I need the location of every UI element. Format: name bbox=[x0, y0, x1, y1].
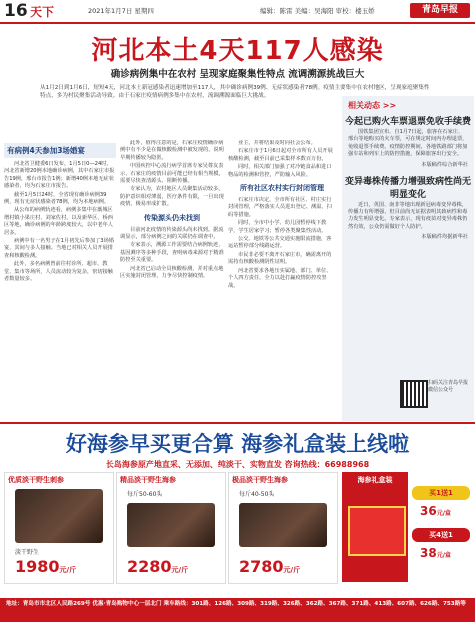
ad-footer-address: 地址：青岛市市北区人民路269号 优惠·青岛购物中心一层北门 乘车路线：301路、126路、309路、319路、326路、362路、367路、371路、413路、607路、626路、753路等 bbox=[0, 598, 475, 622]
offer-price-1 bbox=[420, 504, 451, 518]
lead-paragraph: 从1月2日到1月6日，短短4天，河北本土新冠感染者迅速增加至117人，其中确诊病例39例、无症状感染者78例。疫情主要集中在农村地区，呈现家庭聚集性特点，多为村民聚集活动导致。由于石家庄疫情病例多集中在农村，流调溯源面临巨大挑战。 bbox=[40, 85, 430, 100]
related-news-sidebar bbox=[342, 96, 474, 421]
price-unit: 元/盒 bbox=[436, 510, 451, 517]
page-header bbox=[0, 0, 475, 24]
paragraph: 市民非必要不离开石家庄市，确需离开的需持有核酸检测阴性证明。 bbox=[228, 251, 332, 266]
price-value: 2780 bbox=[239, 557, 284, 576]
sea-cucumber-photo-icon bbox=[15, 489, 103, 543]
price-value: 2280 bbox=[127, 557, 172, 576]
page-number: 16 bbox=[4, 1, 28, 21]
article-column-1 bbox=[4, 140, 116, 420]
article-column-3 bbox=[228, 140, 336, 420]
price-unit: 元/斤 bbox=[59, 566, 77, 574]
box-heading: 有病例4天参加3场婚宴 bbox=[4, 143, 116, 158]
section-subhead: 所有社区农村实行封闭管理 bbox=[240, 184, 324, 193]
price-value: 36 bbox=[420, 504, 437, 518]
product-price bbox=[15, 557, 76, 576]
paragraph: 中国疾控中心流行病学首席专家吴尊友表示，石家庄的疫情目前可能已经有相当规模，需要尽快查清源头、阻断传播。 bbox=[120, 163, 224, 185]
issue-date: 2021年1月7日 星期四 bbox=[88, 7, 154, 15]
product-card-1[interactable] bbox=[4, 472, 114, 584]
product-price bbox=[127, 557, 188, 576]
ad-title: 好海参早买更合算 海参礼盒装上线啦 bbox=[65, 432, 410, 456]
paragraph: 业主，并将结果及时向社会公布。 bbox=[238, 140, 316, 146]
paragraph: 近日，英国、南非等地出现新冠病毒变异毒株，传播力有所增强，但目前尚无证据表明其致病性和毒力发生明显变化。专家表示，现有疫苗对变异毒株仍然有效，公众仍需做好个人防护。 bbox=[348, 201, 468, 230]
ad-subtitle: 长岛海参原产地直采、无添加、纯淡干、实物直发 咨询热线：66988968 bbox=[105, 460, 370, 469]
sidebar-text-2 bbox=[342, 201, 474, 234]
paragraph: 目前河北疫情的传染源头尚未找到。据流调显示，部分病例之间的关联仍在调查中。 bbox=[120, 226, 224, 241]
gift-box-icon bbox=[348, 506, 406, 556]
product-card-3[interactable] bbox=[228, 472, 338, 584]
paragraph: 从公布的病例轨迹看，病例多集中在藁城区增村镇小果庄村、刘家佐村，以及新华区、桥西区等地，确诊病例的年龄跨度较大，以中老年人居多。 bbox=[4, 207, 113, 236]
price-value: 1980 bbox=[15, 557, 60, 576]
article-column-2 bbox=[120, 140, 224, 420]
qr-code-icon[interactable] bbox=[400, 380, 428, 408]
paragraph: 截至1月5日24时，全省现有确诊病例39例，现有无症状感染者78例，均为本地病例。 bbox=[4, 191, 110, 206]
sidebar-headline-2: 变异毒株传播力增强致病性尚无明显变化 bbox=[344, 176, 471, 200]
sea-cucumber-photo-icon bbox=[239, 503, 327, 547]
product-price bbox=[239, 557, 300, 576]
headline: 河北本土4天117人感染 bbox=[91, 36, 384, 66]
price-unit: 元/盒 bbox=[436, 552, 451, 559]
product-label: 淡干野生 bbox=[15, 549, 40, 556]
paragraph: 同时，相关部门加强了对冷链食品和进口物品的检测和管控，严防输入风险。 bbox=[228, 164, 332, 178]
paragraph: 河北省已启动全员核酸检测，并对重点地区实施封闭管理，力争尽快控制疫情。 bbox=[120, 265, 224, 280]
section-name: 天下 bbox=[30, 5, 55, 19]
sidebar-title: 相关动态 >> bbox=[348, 101, 397, 110]
sidebar-source-2: 本版稿件均据新华社 bbox=[421, 234, 468, 241]
price-value: 38 bbox=[420, 546, 437, 560]
product-label: 每斤50-60头 bbox=[127, 491, 163, 498]
paragraph: 此外，多名病例曾前往村诊所、超市、教堂、集市等场所，人员流动较为复杂，密切接触者数量较多。 bbox=[4, 261, 113, 283]
gift-title: 海参礼盒装 bbox=[357, 476, 393, 484]
price-unit: 元/斤 bbox=[171, 566, 189, 574]
paragraph: 国铁集团宣布，自1月7日起，旅客在石家庄、邢台等地购买的火车票，可在规定时间内办理退票，免收退票手续费。疫情防控期间，各地铁路部门将加强车站和列车上的防控措施，保障旅客出行安全。 bbox=[348, 129, 468, 158]
offer-price-2 bbox=[420, 546, 451, 560]
paragraph: 此外，值得注意的是，石家庄疫情确诊病例中有不少是在做核酸检测中被发现的，说明早期传播较为隐匿。 bbox=[120, 140, 224, 161]
product-name: 优质淡干野生刺参 bbox=[8, 476, 64, 484]
sea-cucumber-advert bbox=[0, 422, 475, 622]
subheadline: 确诊病例集中在农村 呈现家庭聚集性特点 流调溯源挑战巨大 bbox=[110, 69, 365, 80]
sidebar-source-1: 本版稿件综合新华社 bbox=[421, 161, 468, 168]
qr-label: 扫码关注青岛早报微信公众号 bbox=[428, 380, 469, 393]
product-name: 极品淡干野生海参 bbox=[232, 476, 288, 484]
paragraph: 专家认为，农村地区人员聚集活动较多，防护意识相对薄弱，医疗条件有限，一旦出现疫情，极易形成扩散。 bbox=[120, 186, 224, 208]
paragraph: 公交、地铁等公共交通实施限流措施，客运站暂停部分线路运营。 bbox=[228, 236, 332, 250]
price-unit: 元/斤 bbox=[283, 566, 301, 574]
sea-cucumber-photo-icon bbox=[127, 503, 215, 547]
sidebar-headline-1: 今起已购火车票退票免收手续费 bbox=[344, 117, 471, 127]
paragraph: 石家庄市于1月6日起对全市所有人员开展核酸检测，截至目前已采集样本数百万份。 bbox=[228, 148, 333, 162]
newspaper-logo: 青岛早报 bbox=[410, 3, 470, 18]
paragraph: 石家庄市决定，全市所有社区、村庄实行封闭管理，严格落实人员进出登记、测温、扫码等措施。 bbox=[228, 197, 332, 218]
paragraph: 专家表示，溯源工作需要结合病例轨迹、基因测序等多种手段，查明病毒来源对于精准防控至关重要。 bbox=[120, 242, 224, 264]
product-label: 每斤40-50头 bbox=[239, 491, 275, 498]
paragraph: 河北省卫健委6日发布，1月5日0—24时，河北省新增20例本地确诊病例，其中石家庄市报告19例，邢台市报告1例；新增40例本地无症状感染者，均为石家庄市报告。 bbox=[4, 161, 115, 190]
editor-credits: 编辑：陈雷 美编：吴海阳 审校：楼玉娇 bbox=[260, 7, 375, 15]
offer-badge-1[interactable]: 买1送1 bbox=[412, 486, 470, 500]
product-name: 精品淡干野生海参 bbox=[120, 476, 176, 484]
paragraph: 同时，全市中小学、幼儿园暂停线下教学，学生居家学习；暂停各类聚集性活动。 bbox=[228, 220, 327, 234]
paragraph: 病例中有一名男子在1月初先后参加了3场婚宴，其间与多人接触。当地已对相关人员开展排查和核酸检测。 bbox=[4, 238, 114, 259]
section-subhead: 传染源头仍未找到 bbox=[144, 213, 200, 222]
product-card-2[interactable] bbox=[116, 472, 226, 584]
sidebar-text-1 bbox=[342, 128, 474, 161]
gift-box-card[interactable] bbox=[342, 472, 408, 582]
paragraph: 河北省要求各地压实属地、部门、单位、个人四方责任，全力以赴打赢疫情防控攻坚战。 bbox=[228, 267, 332, 289]
offer-badge-2[interactable]: 买4送1 bbox=[412, 528, 470, 542]
